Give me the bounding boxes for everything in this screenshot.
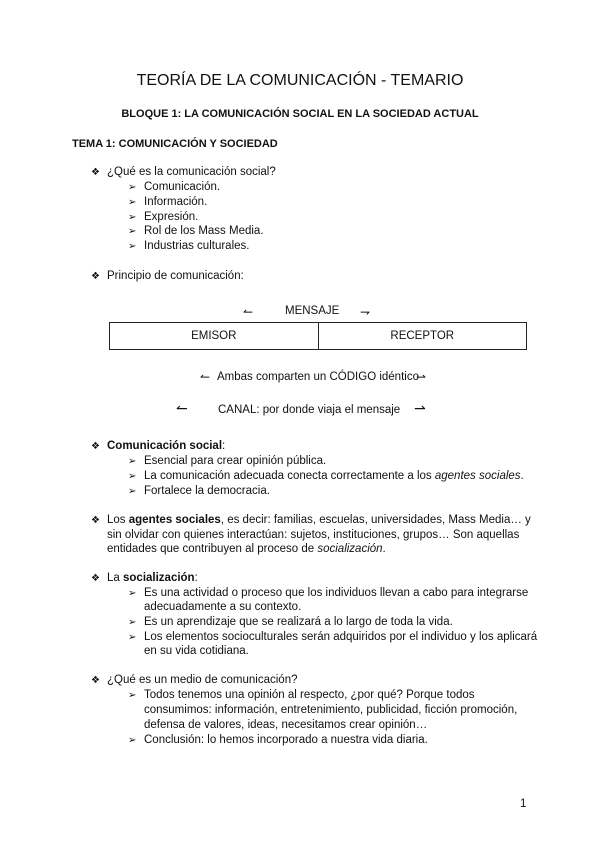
tema-title: TEMA 1: COMUNICACIÓN Y SOCIEDAD <box>72 138 278 150</box>
arrow-left-icon: ↼ <box>243 305 254 319</box>
arrow-left-icon: ↼ <box>200 370 211 384</box>
list-item-continuation: consumimos: información, entretenimiento, publicidad, ficción promoción, <box>144 704 518 716</box>
arrow-icon: ➢ <box>128 588 137 599</box>
bullet-icon: ❖ <box>91 515 100 526</box>
emisor-receptor-box <box>109 322 527 350</box>
page-number: 1 <box>520 798 527 810</box>
bullet-icon: ❖ <box>91 675 100 686</box>
arrow-right-icon: ⇀ <box>416 370 427 384</box>
list-item-continuation: defensa de valores, ideas, necesitamos crear opinión… <box>144 719 428 731</box>
bullet-icon: ❖ <box>91 441 100 452</box>
bullet-icon: ❖ <box>91 573 100 584</box>
canal-label: CANAL: por donde viaja el mensaje <box>218 404 401 416</box>
paragraph-line: sin olvidar con quienes interactúan: sujetos, instituciones, grupos… Son aquellas <box>107 529 520 541</box>
arrow-icon: ➢ <box>128 182 137 193</box>
section-heading: La socialización: <box>107 572 198 584</box>
arrow-icon: ➢ <box>128 471 137 482</box>
arrow-icon: ➢ <box>128 197 137 208</box>
arrow-icon: ➢ <box>128 212 137 223</box>
list-item: Expresión. <box>144 211 199 223</box>
list-item: La comunicación adecuada conecta correctamente a los agentes sociales. <box>144 470 524 482</box>
block-title: BLOQUE 1: LA COMUNICACIÓN SOCIAL EN LA SOCIEDAD ACTUAL <box>121 108 479 120</box>
receptor-cell: RECEPTOR <box>390 330 455 342</box>
section-heading: ¿Qué es un medio de comunicación? <box>107 674 298 686</box>
list-item: Todos tenemos una opinión al respecto, ¿por qué? Porque todos <box>144 689 475 701</box>
arrow-icon: ➢ <box>128 486 137 497</box>
paragraph-line: Los agentes sociales, es decir: familias, escuelas, universidades, Mass Media… y <box>107 514 531 526</box>
section-heading: Principio de comunicación: <box>107 270 244 282</box>
arrow-icon: ➢ <box>128 735 137 746</box>
paragraph-line: entidades que contribuyen al proceso de socialización. <box>107 543 386 555</box>
list-item: Es una actividad o proceso que los individuos llevan a cabo para integrarse <box>144 587 529 599</box>
list-item: Es un aprendizaje que se realizará a lo largo de toda la vida. <box>144 616 453 628</box>
arrow-icon: ➢ <box>128 690 137 701</box>
list-item: Fortalece la democracia. <box>144 485 270 497</box>
section-heading: ¿Qué es la comunicación social? <box>107 166 276 178</box>
list-item: Los elementos socioculturales serán adquiridos por el individuo y los aplicará <box>144 631 538 643</box>
document-title: TEORÍA DE LA COMUNICACIÓN - TEMARIO <box>136 72 464 89</box>
arrow-icon: ➢ <box>128 456 137 467</box>
codigo-label: Ambas comparten un CÓDIGO idéntico <box>217 371 419 383</box>
list-item-continuation: en su vida cotidiana. <box>144 645 249 657</box>
list-item: Industrias culturales. <box>144 240 250 252</box>
arrow-right-icon: ⇀ <box>414 400 426 416</box>
list-item: Comunicación. <box>144 181 221 193</box>
mensaje-label: MENSAJE <box>285 305 340 317</box>
arrow-icon: ➢ <box>128 617 137 628</box>
arrow-icon: ➢ <box>128 632 137 643</box>
emisor-cell: EMISOR <box>110 323 319 349</box>
arrow-icon: ➢ <box>128 241 137 252</box>
bullet-icon: ❖ <box>91 167 100 178</box>
arrow-left-icon: ↼ <box>176 400 188 416</box>
arrow-icon: ➢ <box>128 226 137 237</box>
list-item: Conclusión: lo hemos incorporado a nuestra vida diaria. <box>144 734 428 746</box>
list-item-continuation: adecuadamente a su contexto. <box>144 601 302 613</box>
section-heading: Comunicación social: <box>107 440 226 452</box>
list-item: Esencial para crear opinión pública. <box>144 455 327 467</box>
bullet-icon: ❖ <box>91 271 100 282</box>
list-item: Rol de los Mass Media. <box>144 225 264 237</box>
arrow-right-icon: ⇁ <box>360 305 371 319</box>
list-item: Información. <box>144 196 208 208</box>
